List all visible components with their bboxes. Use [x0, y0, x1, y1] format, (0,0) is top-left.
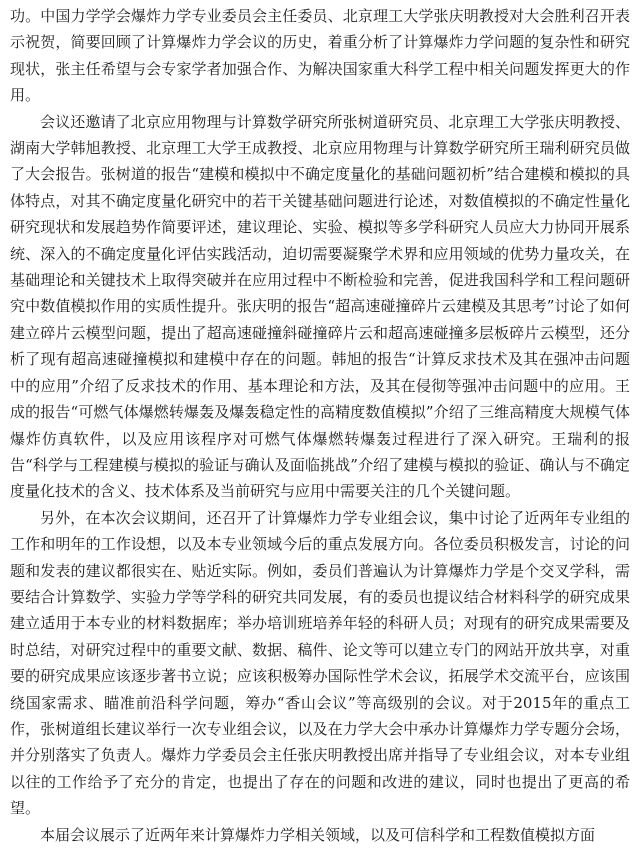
paragraph-group-meeting: 另外，在本次会议期间，还召开了计算爆炸力学专业组会议，集中讨论了近两年专业组的工作和明年的工作设想，以及本专业领域今后的重点发展方向。各位委员积极发言，讨论的问题和发表的建议都很实在、贴近实际。例如，委员们普遍认为计算爆炸力学是个交叉学科，需要结合计算数学、实验力学等学科的研究共同发展，有的委员也提议结合材料科学的研究成果建立适用于本专业的材料数据库；举办培训班培养年轻的科研人员；对现有的研究成果需要及时总结，对研究过程中的重要文献、数据、稿件、论文等可以建立专门的网站开放共享，对重要的研究成果应该逐步著书立说；应该积极筹办国际性学术会议，拓展学术交流平台，应该围绕国家需求、瞄准前沿科学问题，筹办“香山会议”等高级别的会议。对于2015年的重点工作，张树道组长建议举行一次专业组会议，以及在力学大会中承办计算爆炸力学专题分会场，并分别落实了负责人。爆炸力学委员会主任张庆明教授出席并指导了专业组会议，对本专业组以往的工作给予了充分的肯定，也提出了存在的问题和改进的建议，同时也提出了更高的希望。 [10, 508, 630, 818]
paragraph-opening-remarks: 功。中国力学学会爆炸力学专业委员会主任委员、北京理工大学张庆明教授对大会胜利召开表示祝贺，简要回顾了计算爆炸力学会议的历史，着重分析了计算爆炸力学问题的复杂性和研究现状，张主任希望与会专家学者加强合作、为解决国家重大科学工程中相关问题发挥更大的作用。 [10, 7, 630, 105]
document-page [10, 3, 630, 848]
paragraph-conclusion: 本届会议展示了近两年来计算爆炸力学相关领域，以及可信科学和工程数值模拟方面 [40, 825, 596, 844]
paragraph-plenary-reports: 会议还邀请了北京应用物理与计算数学研究所张树道研究员、北京理工大学张庆明教授、湖南大学韩旭教授、北京理工大学王成教授、北京应用物理与计算数学研究所王瑞利研究员做了大会报告。张树道的报告“建模和模拟中不确定度量化的基础问题初析”结合建模和模拟的具体特点，对其不确定度量化研究中的若干关键基础问题进行论述，对数值模拟的不确定性量化研究现状和发展趋势作简要评述，建议理论、实验、模拟等多学科研究人员应大力协同开展系统、深入的不确定度量化评估实践活动，迫切需要凝聚学术界和应用领域的优势力量攻关，在基础理论和关键技术上取得突破并在应用过程中不断检验和完善，促进我国科学和工程问题研究中数值模拟作用的实质性提升。张庆明的报告“超高速碰撞碎片云建模及其思考”讨论了如何建立碎片云模型问题，提出了超高速碰撞斜碰撞碎片云和超高速碰撞多层板碎片云模型，还分析了现有超高速碰撞模拟和建模中存在的问题。韩旭的报告“计算反求技术及其在强冲击问题中的应用”介绍了反求技术的作用、基本理论和方法，及其在侵彻等强冲击问题中的应用。王成的报告“可燃气体爆燃转爆轰及爆轰稳定性的高精度数值模拟”介绍了三维高精度大规模气体爆炸仿真软件，以及应用该程序对可燃气体爆燃转爆轰过程进行了深入研究。王瑞利的报告“科学与工程建模与模拟的验证与确认及面临挑战”介绍了建模与模拟的验证、确认与不确定度量化技术的含义、技术体系及当前研究与应用中需要关注的几个关键问题。 [10, 112, 630, 501]
